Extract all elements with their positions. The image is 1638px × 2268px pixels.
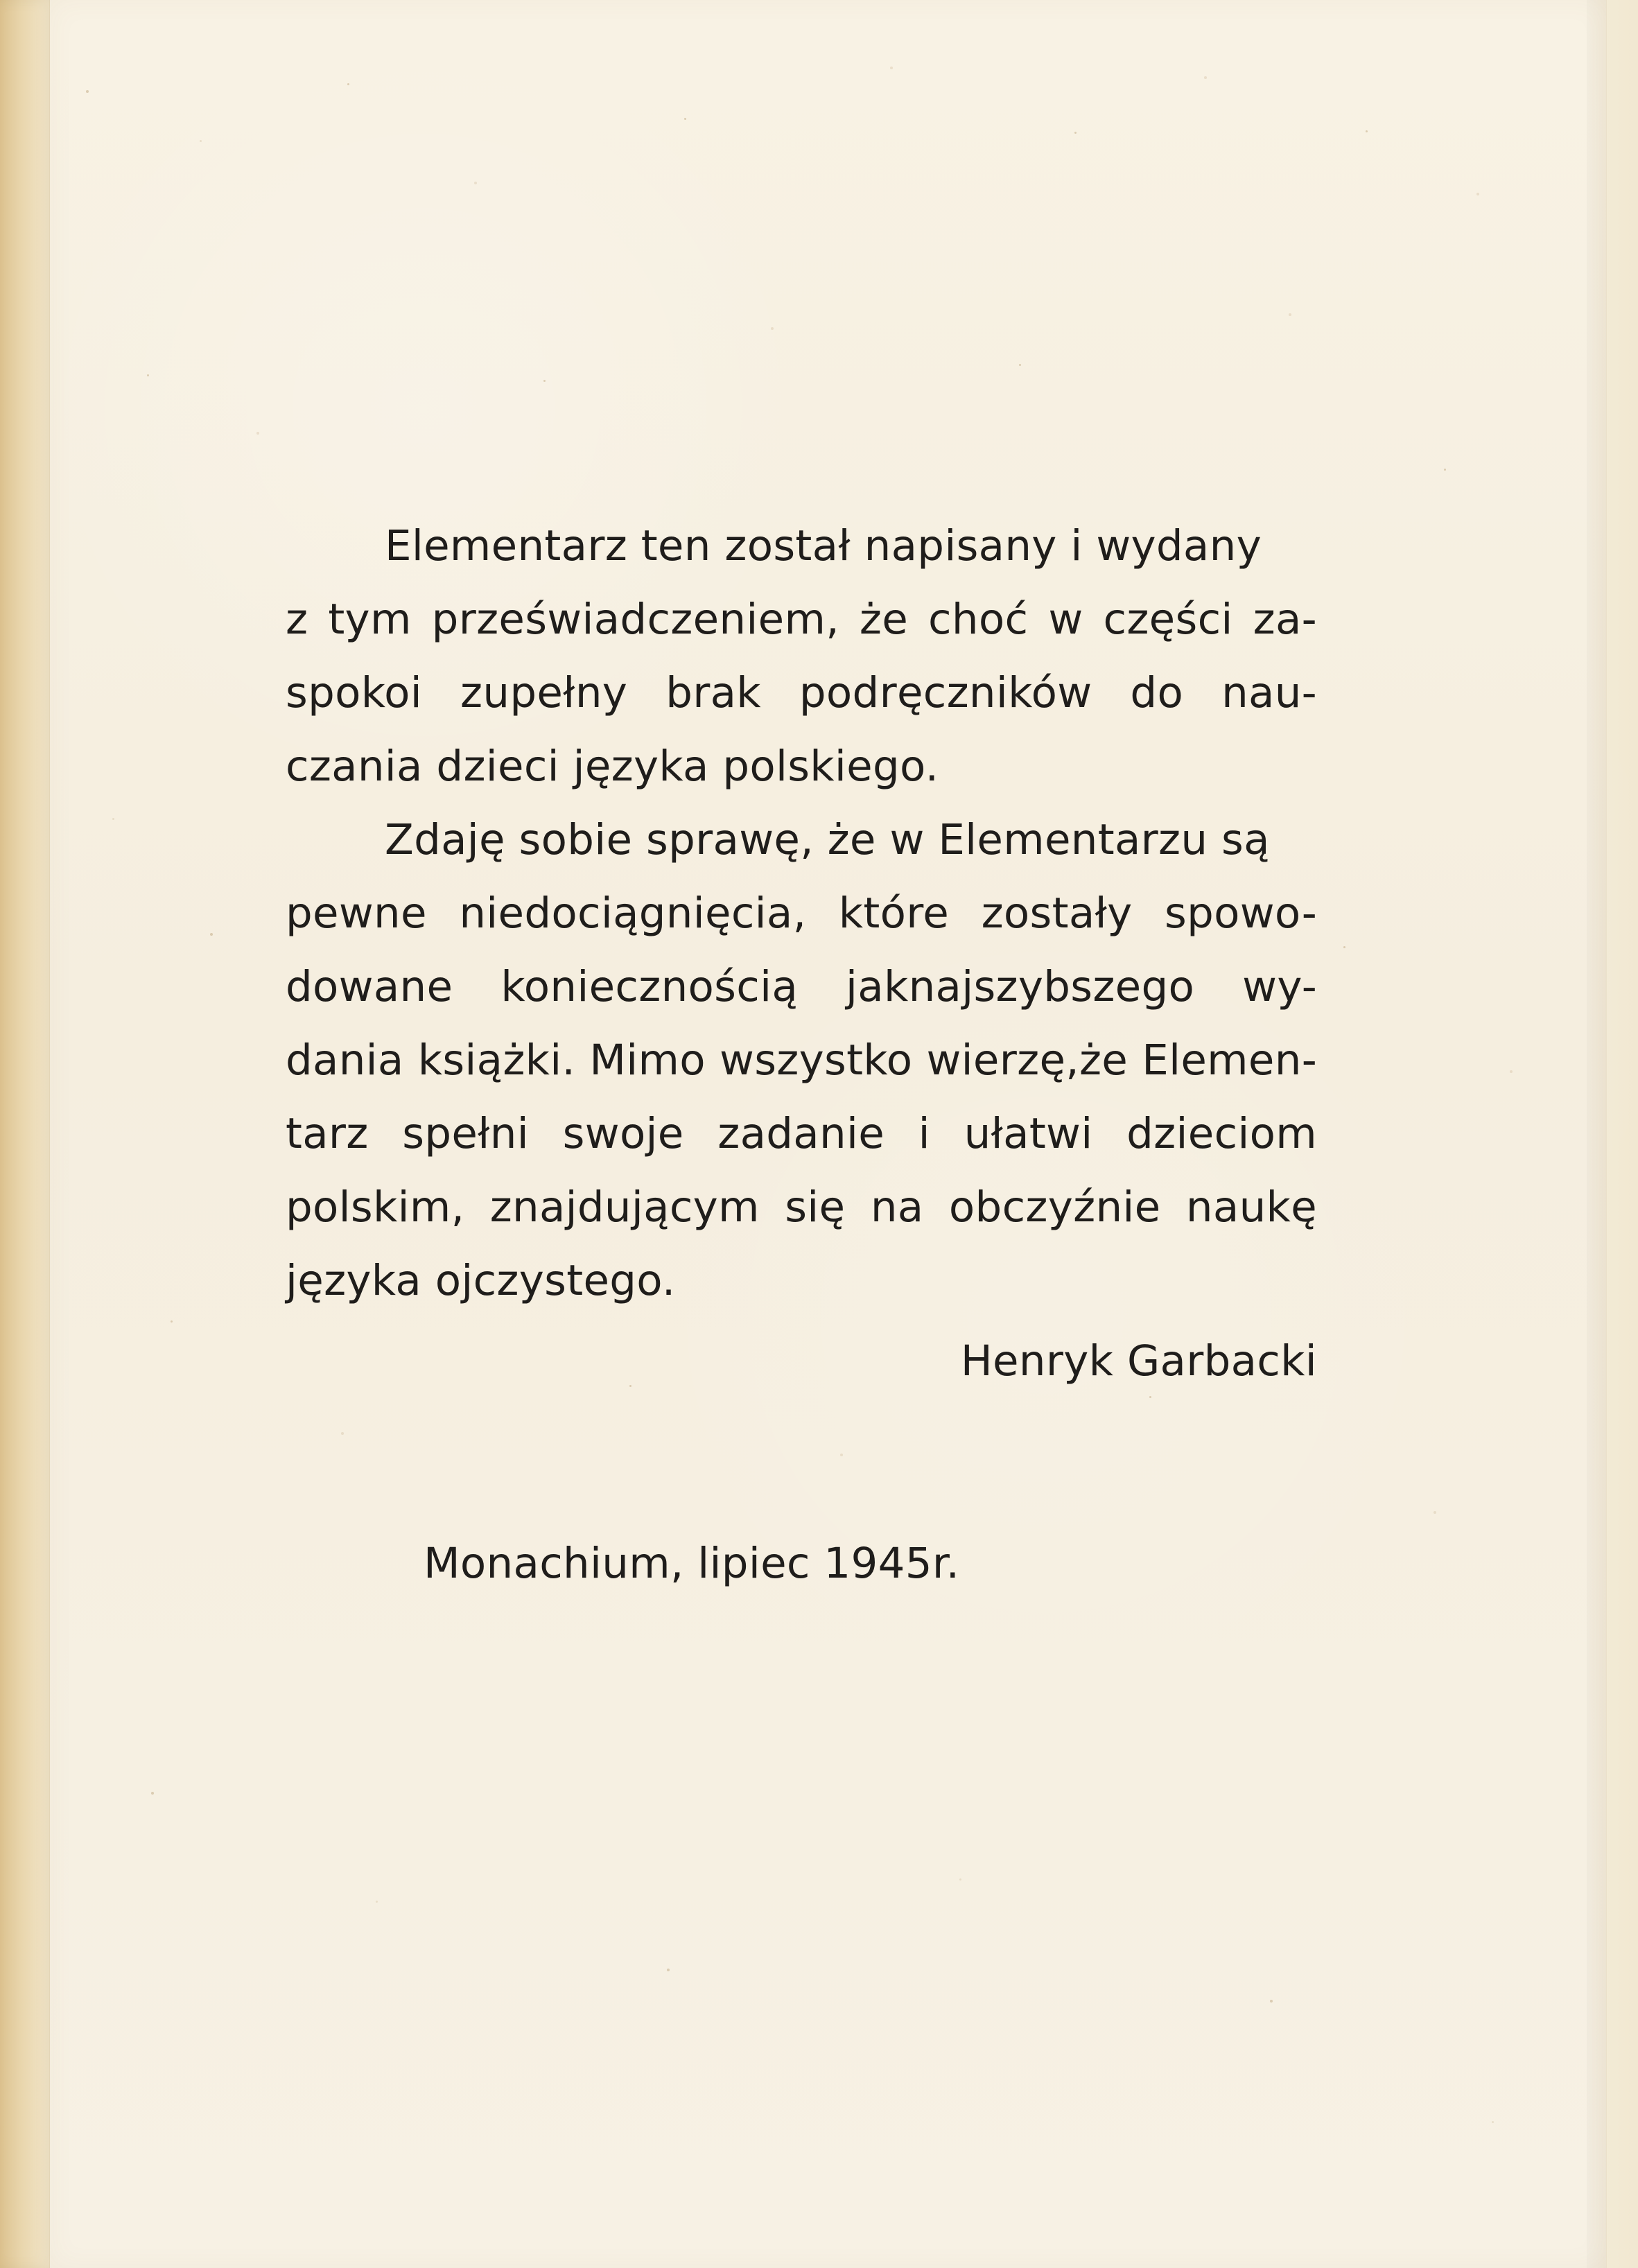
paragraph-line: Elementarz ten został napisany i wydany <box>385 521 1262 570</box>
left-page-fold <box>0 0 54 2268</box>
paper-speckle <box>1289 313 1291 316</box>
paper-speckle <box>1204 76 1207 79</box>
paper-speckle <box>200 140 202 142</box>
paper-speckle <box>112 818 114 820</box>
paper-sheet <box>50 0 1606 2268</box>
paper-speckle <box>1366 130 1368 132</box>
paragraph-line: z tym przeświadczeniem, że choć w części za- <box>286 595 1317 644</box>
paper-speckle <box>86 90 89 93</box>
paper-speckle <box>890 67 893 69</box>
paper-speckle <box>959 1878 961 1881</box>
paragraph-line: dowane koniecznością jaknajszybszego wy- <box>286 962 1317 1011</box>
paragraph-line: języka ojczystego. <box>286 1256 676 1305</box>
main-text-block <box>286 509 1317 1398</box>
paper-speckle <box>684 118 686 120</box>
paper-speckle <box>151 1792 154 1795</box>
paragraph-line: polskim, znajdującym się na obczyźnie naukę <box>286 1183 1317 1232</box>
paper-speckle <box>543 380 546 382</box>
paper-speckle <box>347 83 349 85</box>
paper-speckle <box>1434 1511 1436 1514</box>
paper-speckle <box>1270 2000 1273 2003</box>
paper-speckle <box>341 1432 344 1435</box>
paper-speckle <box>1019 364 1021 366</box>
place-date: Monachium, lipiec 1945r. <box>424 1539 960 1588</box>
paper-speckle <box>1476 193 1479 195</box>
paper-speckle <box>1444 469 1446 471</box>
paper-speckle <box>1492 2121 1494 2123</box>
paragraph-line: pewne niedociągnięcia, które zostały spowo- <box>286 889 1317 938</box>
paper-speckle <box>771 327 774 330</box>
paper-speckle <box>147 374 149 376</box>
right-page-edge <box>1587 0 1606 2268</box>
paragraph-line: spokoi zupełny brak podręczników do nau- <box>286 668 1317 717</box>
paper-speckle <box>1343 946 1345 948</box>
paper-speckle <box>840 1454 843 1456</box>
paragraph-line: Zdaję sobie sprawę, że w Elementarzu są <box>385 815 1270 864</box>
paper-speckle <box>376 1901 378 1903</box>
paper-speckle <box>1074 132 1077 134</box>
paragraph-line: czania dzieci języka polskiego. <box>286 742 939 791</box>
paragraph-line: tarz spełni swoje zadanie i ułatwi dzieciom <box>286 1109 1317 1158</box>
author-signature: Henryk Garbacki <box>960 1336 1317 1386</box>
paper-speckle <box>667 1969 670 1971</box>
paper-speckle <box>1510 1070 1513 1073</box>
paper-speckle <box>171 1320 173 1323</box>
paper-speckle <box>256 432 259 435</box>
paper-speckle <box>210 933 213 936</box>
paper-speckle <box>474 182 477 184</box>
paragraph-line: dania książki. Mimo wszystko wierzę,że Elemen- <box>286 1036 1317 1085</box>
